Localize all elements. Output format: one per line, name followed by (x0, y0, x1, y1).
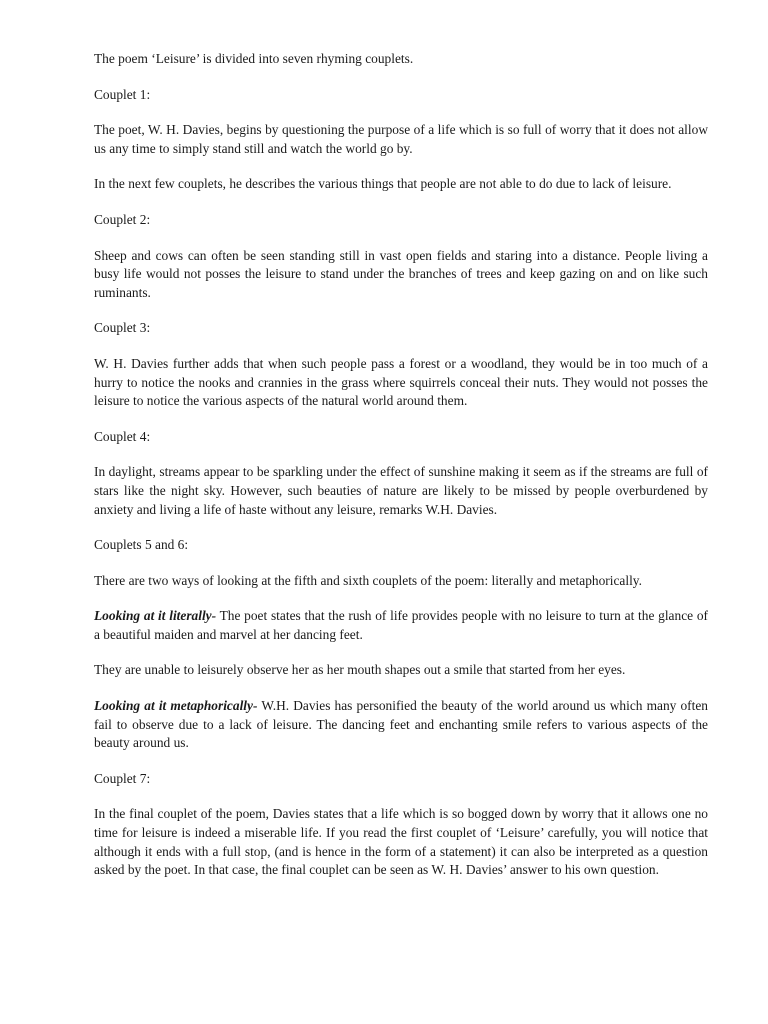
couplet-7-heading: Couplet 7: (94, 770, 151, 786)
couplet-4-heading: Couplet 4: (94, 428, 151, 444)
couplets-5-6-heading: Couplets 5 and 6: (94, 537, 189, 553)
couplet-1-paragraph: The poet, W. H. Davies, begins by questioning the purpose of a life which is so full of worry that it does not allow us any time to simply stand still and watch the world go by. (94, 122, 708, 156)
metaphorical-reading-lead: Looking at it metaphorically- (94, 698, 258, 714)
couplet-2-heading: Couplet 2: (94, 211, 151, 227)
couplets-5-6-intro-paragraph: There are two ways of looking at the fifth and sixth couplets of the poem: literally and metaphorically. (94, 572, 642, 588)
couplet-1-followup-paragraph: In the next few couplets, he describes the various things that people are not able to do due to lack of leisure. (94, 176, 672, 192)
literal-reading-text: The poet states that the rush of life provides people with no leisure to turn at the glance of a beautiful maiden and marvel at her dancing feet. (94, 608, 708, 642)
literal-reading-lead: Looking at it literally- (94, 608, 217, 624)
metaphorical-reading-paragraph (94, 697, 708, 753)
metaphorical-reading-text: W.H. Davies has personified the beauty of the world around us which many often fail to observe due to a lack of leisure. The dancing feet and enchanting smile refers to various aspects of the beauty around us. (94, 698, 708, 751)
couplet-2-paragraph: Sheep and cows can often be seen standing still in vast open fields and staring into a distance. People living a busy life would not posses the leisure to stand under the branches of trees and keep gazing on and on like such ruminants. (94, 247, 708, 300)
literal-reading-paragraph (94, 607, 708, 644)
couplet-7-paragraph: In the final couplet of the poem, Davies states that a life which is so bogged down by worry that it allows one no time for leisure is indeed a miserable life. If you read the first couplet of ‘Leisure’ carefully, you will notice that although it ends with a full stop, (and is hence in the form of a statement) it can also be interpreted as a question asked by the poet. In that case, the final couplet can be seen as W. H. Davies’ answer to his own question. (94, 806, 708, 878)
couplet-3-heading: Couplet 3: (94, 320, 151, 336)
document-page (94, 50, 708, 897)
smile-paragraph: They are unable to leisurely observe her as her mouth shapes out a smile that started from her eyes. (94, 662, 626, 678)
couplet-1-heading: Couplet 1: (94, 86, 151, 102)
couplet-3-paragraph: W. H. Davies further adds that when such people pass a forest or a woodland, they would be in too much of a hurry to notice the nooks and crannies in the grass where squirrels conceal their nuts. They would not posses the leisure to notice the various aspects of the natural world around them. (94, 355, 708, 409)
intro-paragraph: The poem ‘Leisure’ is divided into seven rhyming couplets. (94, 51, 414, 66)
couplet-4-paragraph: In daylight, streams appear to be sparkling under the effect of sunshine making it seem as if the streams are full of stars like the night sky. However, such beauties of nature are likely to be missed by people overburdened by anxiety and living a life of haste without any leisure, remarks W.H. Davies. (94, 464, 708, 517)
